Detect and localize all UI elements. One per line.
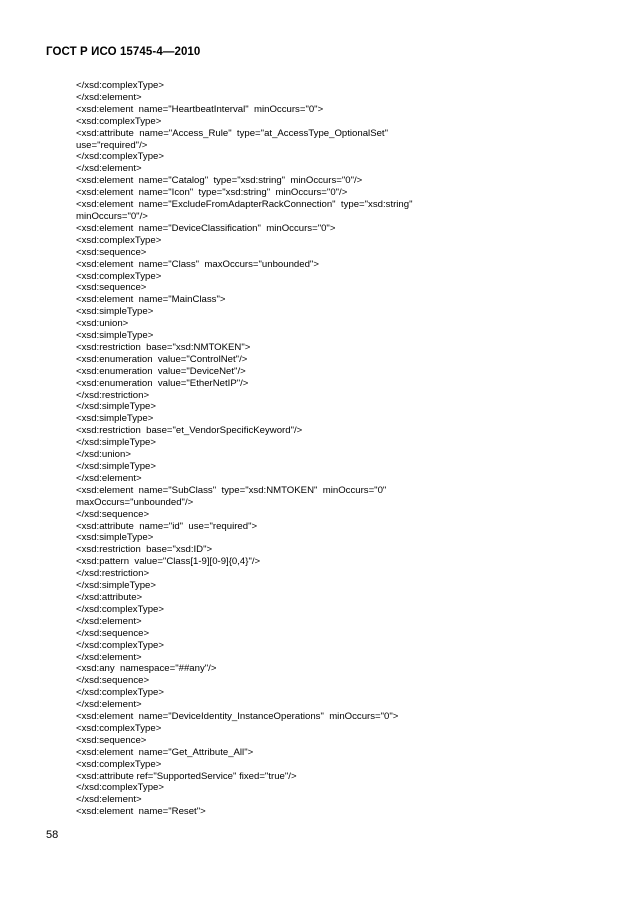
- code-line: <xsd:sequence>: [76, 734, 147, 746]
- code-line: <xsd:element name="DeviceIdentity_InstanceOperations" minOccurs="0">: [76, 711, 399, 723]
- code-line: use="required"/>: [76, 139, 148, 151]
- code-line: <xsd:element name="DeviceClassification" minOccurs="0">: [76, 222, 336, 234]
- code-line: </xsd:element>: [76, 615, 142, 627]
- code-line: <xsd:restriction base="xsd:NMTOKEN">: [76, 341, 251, 353]
- code-line: <xsd:element name="MainClass">: [76, 294, 226, 306]
- code-line: </xsd:complexType>: [76, 151, 164, 163]
- code-line: <xsd:complexType>: [76, 722, 162, 734]
- code-line: <xsd:restriction base="et_VendorSpecificKeyword"/>: [76, 425, 303, 437]
- code-line: </xsd:union>: [76, 449, 131, 461]
- code-line: </xsd:complexType>: [76, 80, 164, 91]
- code-line: minOccurs="0"/>: [76, 210, 148, 222]
- code-line: <xsd:simpleType>: [76, 330, 154, 342]
- code-line: </xsd:sequence>: [76, 675, 150, 687]
- code-line: <xsd:element name="Get_Attribute_All">: [76, 746, 254, 758]
- code-line: </xsd:simpleType>: [76, 461, 156, 472]
- code-line: <xsd:simpleType>: [76, 413, 154, 425]
- code-line: <xsd:restriction base="xsd:ID">: [76, 544, 213, 556]
- code-line: <xsd:element name="HeartbeatInterval" minOccurs="0">: [76, 103, 324, 115]
- code-line: </xsd:simpleType>: [76, 580, 156, 592]
- code-line: <xsd:enumeration value="DeviceNet"/>: [76, 365, 246, 377]
- code-line: </xsd:element>: [76, 472, 142, 484]
- document-header: ГОСТ Р ИСО 15745-4—2010: [46, 46, 201, 58]
- code-line: </xsd:simpleType>: [76, 437, 156, 449]
- code-line: <xsd:enumeration value="EtherNetIP"/>: [76, 377, 249, 389]
- code-line: </xsd:sequence>: [76, 627, 150, 639]
- code-line: </xsd:element>: [76, 699, 142, 711]
- code-line: </xsd:complexType>: [76, 603, 164, 615]
- code-line: maxOccurs="unbounded"/>: [76, 496, 194, 508]
- code-line: </xsd:restriction>: [76, 568, 150, 580]
- code-line: <xsd:pattern value="Class[1-9][0-9]{0,4}"/>: [76, 556, 261, 568]
- code-line: </xsd:element>: [76, 794, 142, 806]
- code-line: <xsd:element name="Reset">: [76, 806, 206, 818]
- code-line: <xsd:sequence>: [76, 246, 147, 258]
- code-line: </xsd:complexType>: [76, 687, 164, 699]
- code-line: <xsd:simpleType>: [76, 306, 154, 318]
- code-line: <xsd:complexType>: [76, 234, 162, 246]
- code-line: </xsd:simpleType>: [76, 401, 156, 413]
- code-line: </xsd:element>: [76, 91, 142, 103]
- code-line: <xsd:element name="ExcludeFromAdapterRackConnection" type="xsd:string": [76, 199, 413, 211]
- code-line: <xsd:sequence>: [76, 282, 147, 294]
- code-line: <xsd:attribute name="id" use="required">: [76, 520, 258, 532]
- code-line: <xsd:union>: [76, 318, 129, 330]
- page-number: 58: [46, 829, 59, 841]
- code-line: </xsd:sequence>: [76, 508, 150, 520]
- code-line: <xsd:complexType>: [76, 758, 162, 770]
- xsd-code-listing: [76, 80, 556, 818]
- code-line: </xsd:restriction>: [76, 389, 150, 401]
- code-line: <xsd:element name="Class" maxOccurs="unbounded">: [76, 258, 319, 270]
- code-line: </xsd:complexType>: [76, 782, 164, 794]
- code-line: <xsd:attribute name="Access_Rule" type="at_AccessType_OptionalSet": [76, 127, 388, 139]
- code-line: <xsd:complexType>: [76, 115, 162, 127]
- code-line: <xsd:element name="SubClass" type="xsd:NMTOKEN" minOccurs="0": [76, 484, 387, 496]
- code-line: <xsd:any namespace="##any"/>: [76, 663, 217, 675]
- code-line: <xsd:complexType>: [76, 270, 162, 282]
- code-line: <xsd:simpleType>: [76, 532, 154, 544]
- code-line: <xsd:element name="Icon" type="xsd:string" minOccurs="0"/>: [76, 187, 348, 199]
- code-line: </xsd:attribute>: [76, 591, 143, 603]
- code-line: </xsd:complexType>: [76, 639, 164, 651]
- code-line: <xsd:enumeration value="ControlNet"/>: [76, 353, 248, 365]
- code-line: <xsd:element name="Catalog" type="xsd:string" minOccurs="0"/>: [76, 175, 363, 187]
- code-line: </xsd:element>: [76, 163, 142, 175]
- code-line: </xsd:element>: [76, 651, 142, 663]
- code-line: <xsd:attribute ref="SupportedService" fixed="true"/>: [76, 770, 297, 782]
